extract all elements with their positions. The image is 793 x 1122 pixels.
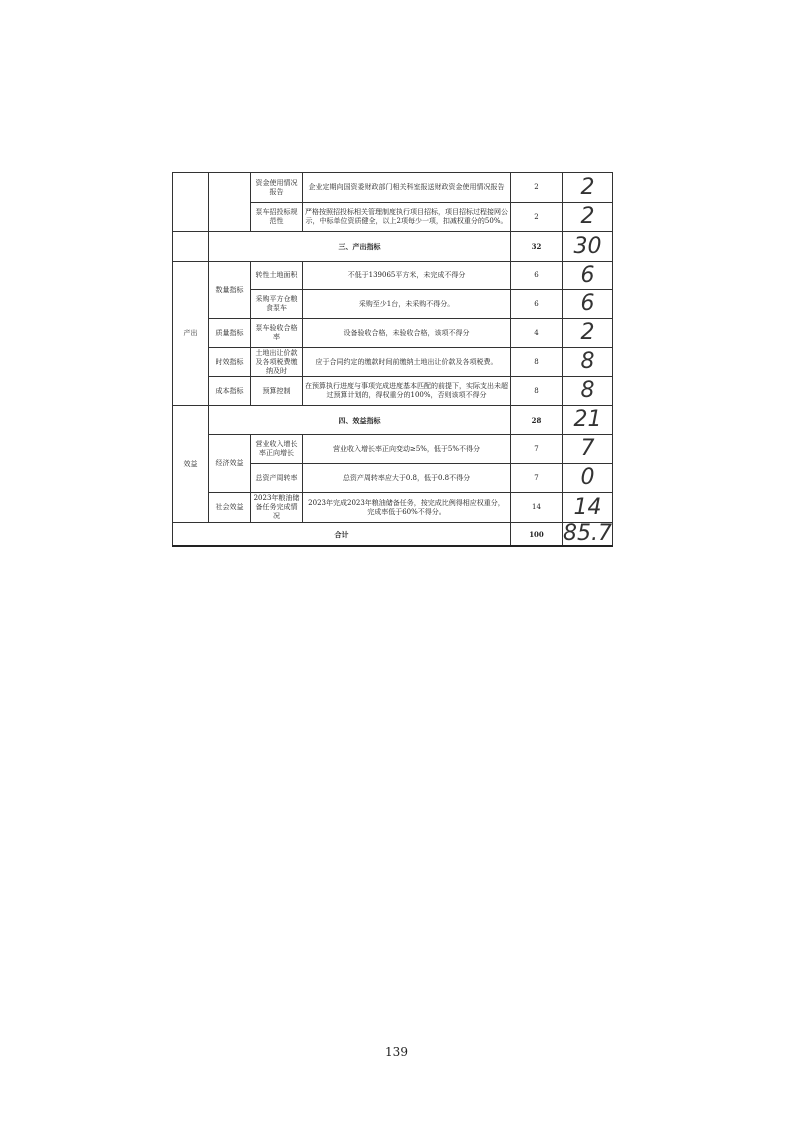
standard-cell: 不低于139065平方米，未完成不得分 xyxy=(303,262,511,290)
weight-cell: 6 xyxy=(511,290,563,319)
handwritten-score: 6 xyxy=(563,290,613,319)
total-label: 合计 xyxy=(173,523,511,547)
indicator-l2-cell: 数量指标 xyxy=(209,262,251,319)
weight-cell: 28 xyxy=(511,406,563,435)
table-row xyxy=(173,493,613,523)
section-title: 三、产出指标 xyxy=(209,232,511,262)
handwritten-score: 30 xyxy=(563,232,613,262)
indicator-l2-cell: 社会效益 xyxy=(209,493,251,523)
indicator-l2-cell: 时效指标 xyxy=(209,348,251,377)
table-row xyxy=(173,348,613,377)
indicator-l3-cell: 资金使用情况报告 xyxy=(251,173,303,203)
weight-cell: 14 xyxy=(511,493,563,523)
standard-cell: 应于合同约定的缴款时间前缴纳土地出让价款及各项税费。 xyxy=(303,348,511,377)
handwritten-score: 0 xyxy=(563,464,613,493)
handwritten-score: 21 xyxy=(563,406,613,435)
indicator-l2-cell: 经济效益 xyxy=(209,435,251,493)
standard-cell: 设备验收合格，未验收合格，该项不得分 xyxy=(303,319,511,348)
total-row xyxy=(173,523,613,547)
weight-cell: 4 xyxy=(511,319,563,348)
standard-cell: 企业定期向国资委财政部门相关科室报送财政资金使用情况报告 xyxy=(303,173,511,203)
handwritten-score: 2 xyxy=(563,203,613,232)
weight-cell: 6 xyxy=(511,262,563,290)
weight-cell: 100 xyxy=(511,523,563,547)
standard-cell: 采购至少1台，未采购不得分。 xyxy=(303,290,511,319)
indicator-l3-cell: 采购平方仓粮食泵车 xyxy=(251,290,303,319)
indicator-l2-cell: 质量指标 xyxy=(209,319,251,348)
indicator-l3-cell: 土地出让价款及各项税费缴纳及时 xyxy=(251,348,303,377)
indicator-l2-cell: 成本指标 xyxy=(209,377,251,406)
indicator-l3-cell: 泵车招投标规范性 xyxy=(251,203,303,232)
indicator-l1-cell: 效益 xyxy=(173,406,209,523)
indicator-l1-cell xyxy=(173,173,209,232)
page-number: 139 xyxy=(385,1045,408,1059)
weight-cell: 2 xyxy=(511,173,563,203)
handwritten-score: 6 xyxy=(563,262,613,290)
indicator-l3-cell: 2023年粮油储备任务完成情况 xyxy=(251,493,303,523)
table-row xyxy=(173,377,613,406)
handwritten-score: 7 xyxy=(563,435,613,464)
weight-cell: 32 xyxy=(511,232,563,262)
indicator-l3-cell: 预算控制 xyxy=(251,377,303,406)
indicator-l1-cell: 产出 xyxy=(173,262,209,406)
indicator-l3-cell: 营业收入增长率正向增长 xyxy=(251,435,303,464)
handwritten-score: 8 xyxy=(563,377,613,406)
table-row xyxy=(173,435,613,464)
table-row xyxy=(173,319,613,348)
weight-cell: 8 xyxy=(511,377,563,406)
table-row xyxy=(173,173,613,203)
standard-cell: 总资产周转率应大于0.8，低于0.8不得分 xyxy=(303,464,511,493)
standard-cell: 2023年完成2023年粮油储备任务，按完成比例得相应权重分，完成率低于60%不得分。 xyxy=(303,493,511,523)
indicator-l2-cell xyxy=(209,173,251,232)
section-title: 四、效益指标 xyxy=(209,406,511,435)
indicator-l3-cell: 总资产周转率 xyxy=(251,464,303,493)
blank-cell xyxy=(173,232,209,262)
weight-cell: 7 xyxy=(511,464,563,493)
indicator-l3-cell: 泵车验收合格率 xyxy=(251,319,303,348)
handwritten-score: 2 xyxy=(563,319,613,348)
indicator-l3-cell: 转性土地面积 xyxy=(251,262,303,290)
handwritten-score: 85.7 xyxy=(563,522,612,546)
handwritten-score: 14 xyxy=(563,493,613,523)
handwritten-score: 2 xyxy=(563,173,613,203)
handwritten-score: 8 xyxy=(563,348,613,377)
table-row xyxy=(173,262,613,290)
section-row xyxy=(173,406,613,435)
weight-cell: 8 xyxy=(511,348,563,377)
weight-cell: 2 xyxy=(511,203,563,232)
standard-cell: 严格按照招投标相关管理制度执行项目招标，项目招标过程接网公示，中标单位资质健全，以上2项每少一项，扣减权重分的50%。 xyxy=(303,203,511,232)
section-row xyxy=(173,232,613,262)
performance-table xyxy=(172,172,613,547)
standard-cell: 营业收入增长率正向变动≥5%，低于5%不得分 xyxy=(303,435,511,464)
standard-cell: 在预算执行进度与事项完成进度基本匹配的前提下，实际支出未超过预算计划的，得权重分的100%，否则该项不得分 xyxy=(303,377,511,406)
weight-cell: 7 xyxy=(511,435,563,464)
